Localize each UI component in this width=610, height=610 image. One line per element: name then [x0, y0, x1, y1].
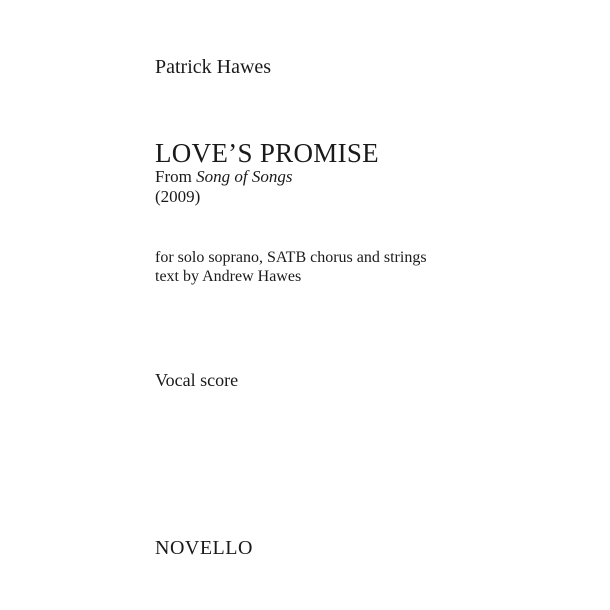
source-prefix: From — [155, 167, 192, 186]
source-work-title: Song of Songs — [196, 167, 293, 186]
publisher-name: NOVELLO — [155, 537, 253, 559]
text-credit: text by Andrew Hawes — [155, 268, 302, 285]
composer-name: Patrick Hawes — [155, 56, 272, 78]
source-work — [155, 168, 292, 185]
work-title: LOVE’S PROMISE — [155, 138, 379, 168]
score-type: Vocal score — [155, 370, 239, 390]
composition-year: (2009) — [155, 187, 201, 206]
scoring-line: for solo soprano, SATB chorus and strings — [155, 249, 427, 266]
